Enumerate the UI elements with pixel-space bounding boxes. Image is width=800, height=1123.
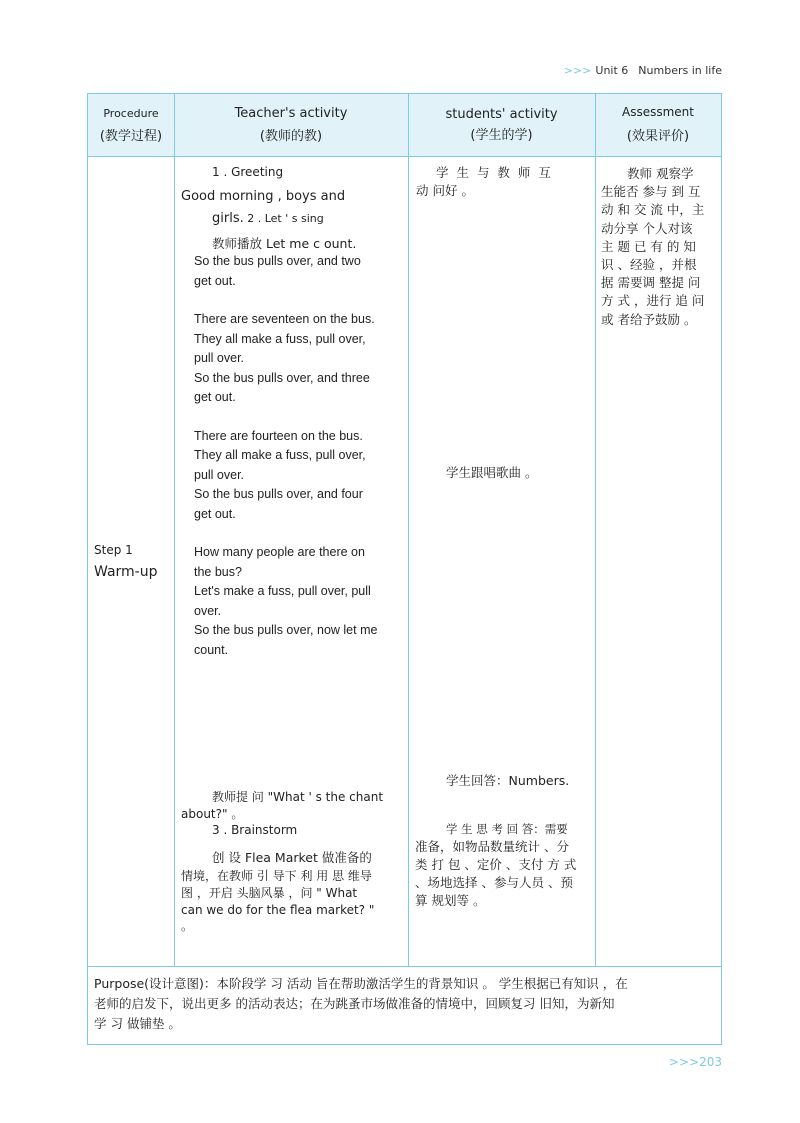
header-students-zh: (学生的学) (470, 128, 533, 143)
assessment-line: 方 式 ，进行 追 问 (601, 293, 705, 309)
lyric-line: get out. (194, 273, 236, 288)
purpose-line: 学 习 做铺垫 。 (94, 1016, 181, 1031)
column-divider (174, 94, 175, 966)
header-assessment-zh: (效果评价) (626, 129, 690, 144)
lesson-table (87, 93, 722, 1045)
lyric-line: So the bus pulls over, and four (194, 487, 363, 501)
header-teacher (174, 94, 408, 156)
purpose-line: 老师的启发下，说出更多 的活动表达；在为跳蚤市场做准备的情境中，回顾复习 旧知，为新知 (94, 996, 615, 1011)
header-assessment (595, 94, 721, 156)
song-block (194, 252, 406, 291)
lyric-line: How many people are there on (194, 545, 365, 559)
sing-title: 2 . Let ' s sing (243, 212, 324, 225)
lyric-line: pull over. (194, 351, 245, 365)
greeting-line2 (212, 210, 324, 228)
purpose-line: Purpose(设计意图)：本阶段学 习 活动 旨在帮助激活学生的背景知识 。 学生根据已有知识 ，在 (94, 976, 628, 991)
lyric-line: Let's make a fuss, pull over, pull (194, 584, 371, 598)
assessment-line: 教师 观察学 (627, 166, 694, 181)
step-label: Step 1 (94, 543, 133, 557)
header-teacher-zh: (教师的教) (259, 129, 323, 144)
assessment-line: 识 、经验 ，并根 (601, 257, 697, 273)
student-greeting-line2: 动 问好 。 (416, 183, 474, 198)
song-lyrics (194, 252, 406, 679)
lyric-line: There are seventeen on the bus. (194, 312, 375, 326)
header-students (408, 94, 595, 156)
student-sing-text: 学生跟唱歌曲 。 (446, 465, 538, 480)
lyric-line: There are fourteen on the bus. (194, 428, 363, 443)
song-block (194, 427, 406, 525)
column-divider (595, 94, 596, 966)
header-procedure (88, 94, 174, 156)
lyric-line: count. (194, 642, 229, 657)
header-procedure-zh: (教学过程) (99, 129, 163, 144)
assessment-line: 据 需要调 整提 问 (601, 275, 701, 291)
page-header (564, 64, 722, 77)
brainstorm-line2: 情境，在教师 引 导下 利 用 思 维导 (181, 869, 372, 883)
brainstorm-title: 3 . Brainstorm (212, 823, 298, 837)
student-think-line1: 学 生 思 考 回 答：需要 (446, 822, 568, 836)
header-procedure-en: Procedure (103, 107, 159, 120)
page-number: >>>203 (668, 1055, 722, 1069)
header-unit: Unit 6 (595, 64, 629, 77)
lyric-line: the bus? (194, 564, 242, 579)
column-divider (408, 94, 409, 966)
brainstorm-line3: 图 ，开启 头脑风暴 ，问 " What (181, 886, 358, 900)
assessment-line: 或 者给予鼓励 。 (601, 311, 697, 327)
song-block (194, 310, 406, 408)
student-greeting-line1: 学 生 与 教 师 互 (436, 165, 553, 180)
lyric-line: get out. (194, 506, 236, 521)
assessment-line: 动分享 个人对该 (601, 220, 693, 236)
header-students-en: students' activity (445, 107, 558, 122)
student-think-line2: 准备，如物品数量统计 、分 (415, 839, 569, 854)
header-arrows: >>> (563, 64, 592, 77)
header-teacher-en: Teacher's activity (234, 106, 348, 121)
student-think-line4: 、场地选择 、参与人员 、预 (415, 875, 573, 890)
assessment-line: 主 题 已 有 的 知 (601, 238, 696, 254)
lyric-line: over. (194, 603, 222, 618)
lyric-line: They all make a fuss, pull over, (194, 448, 366, 462)
student-think-line5: 算 规划等 。 (415, 893, 486, 908)
header-title: Numbers in life (638, 64, 722, 77)
student-answer-text: 学生回答：Numbers. (446, 773, 570, 788)
brainstorm-line1: 创 设 Flea Market 做准备的 (212, 850, 372, 865)
play-song-text: 教师播放 Let me c ount. (212, 236, 357, 251)
assessment-text (601, 165, 717, 329)
assessment-line: 动 和 交 流 中，主 (601, 202, 705, 218)
brainstorm-line5: 。 (181, 919, 194, 933)
student-think-line3: 类 打 包 、定价 、支付 方 式 (415, 857, 577, 872)
header-assessment-en: Assessment (622, 105, 694, 119)
lyric-line: get out. (194, 390, 236, 404)
greeting-line1: Good morning , boys and (181, 189, 346, 204)
step-name: Warm-up (94, 564, 158, 580)
greeting-girls: girls. (212, 211, 244, 226)
ask-line2: about?" 。 (181, 807, 244, 821)
assessment-line: 生能否 参与 到 互 (601, 184, 701, 200)
lyric-line: So the bus pulls over, and two (194, 254, 361, 268)
purpose-text (94, 974, 716, 1034)
greeting-title: 1 . Greeting (212, 165, 284, 179)
brainstorm-line4: can we do for the flea market? " (181, 903, 375, 917)
lyric-line: So the bus pulls over, and three (194, 370, 370, 385)
song-block (194, 543, 406, 660)
lyric-line: They all make a fuss, pull over, (194, 331, 366, 346)
lyric-line: So the bus pulls over, now let me (194, 623, 378, 637)
row-divider (88, 966, 721, 967)
ask-line1: 教师提 问 "What ' s the chant (212, 790, 384, 804)
lyric-line: pull over. (194, 467, 245, 482)
